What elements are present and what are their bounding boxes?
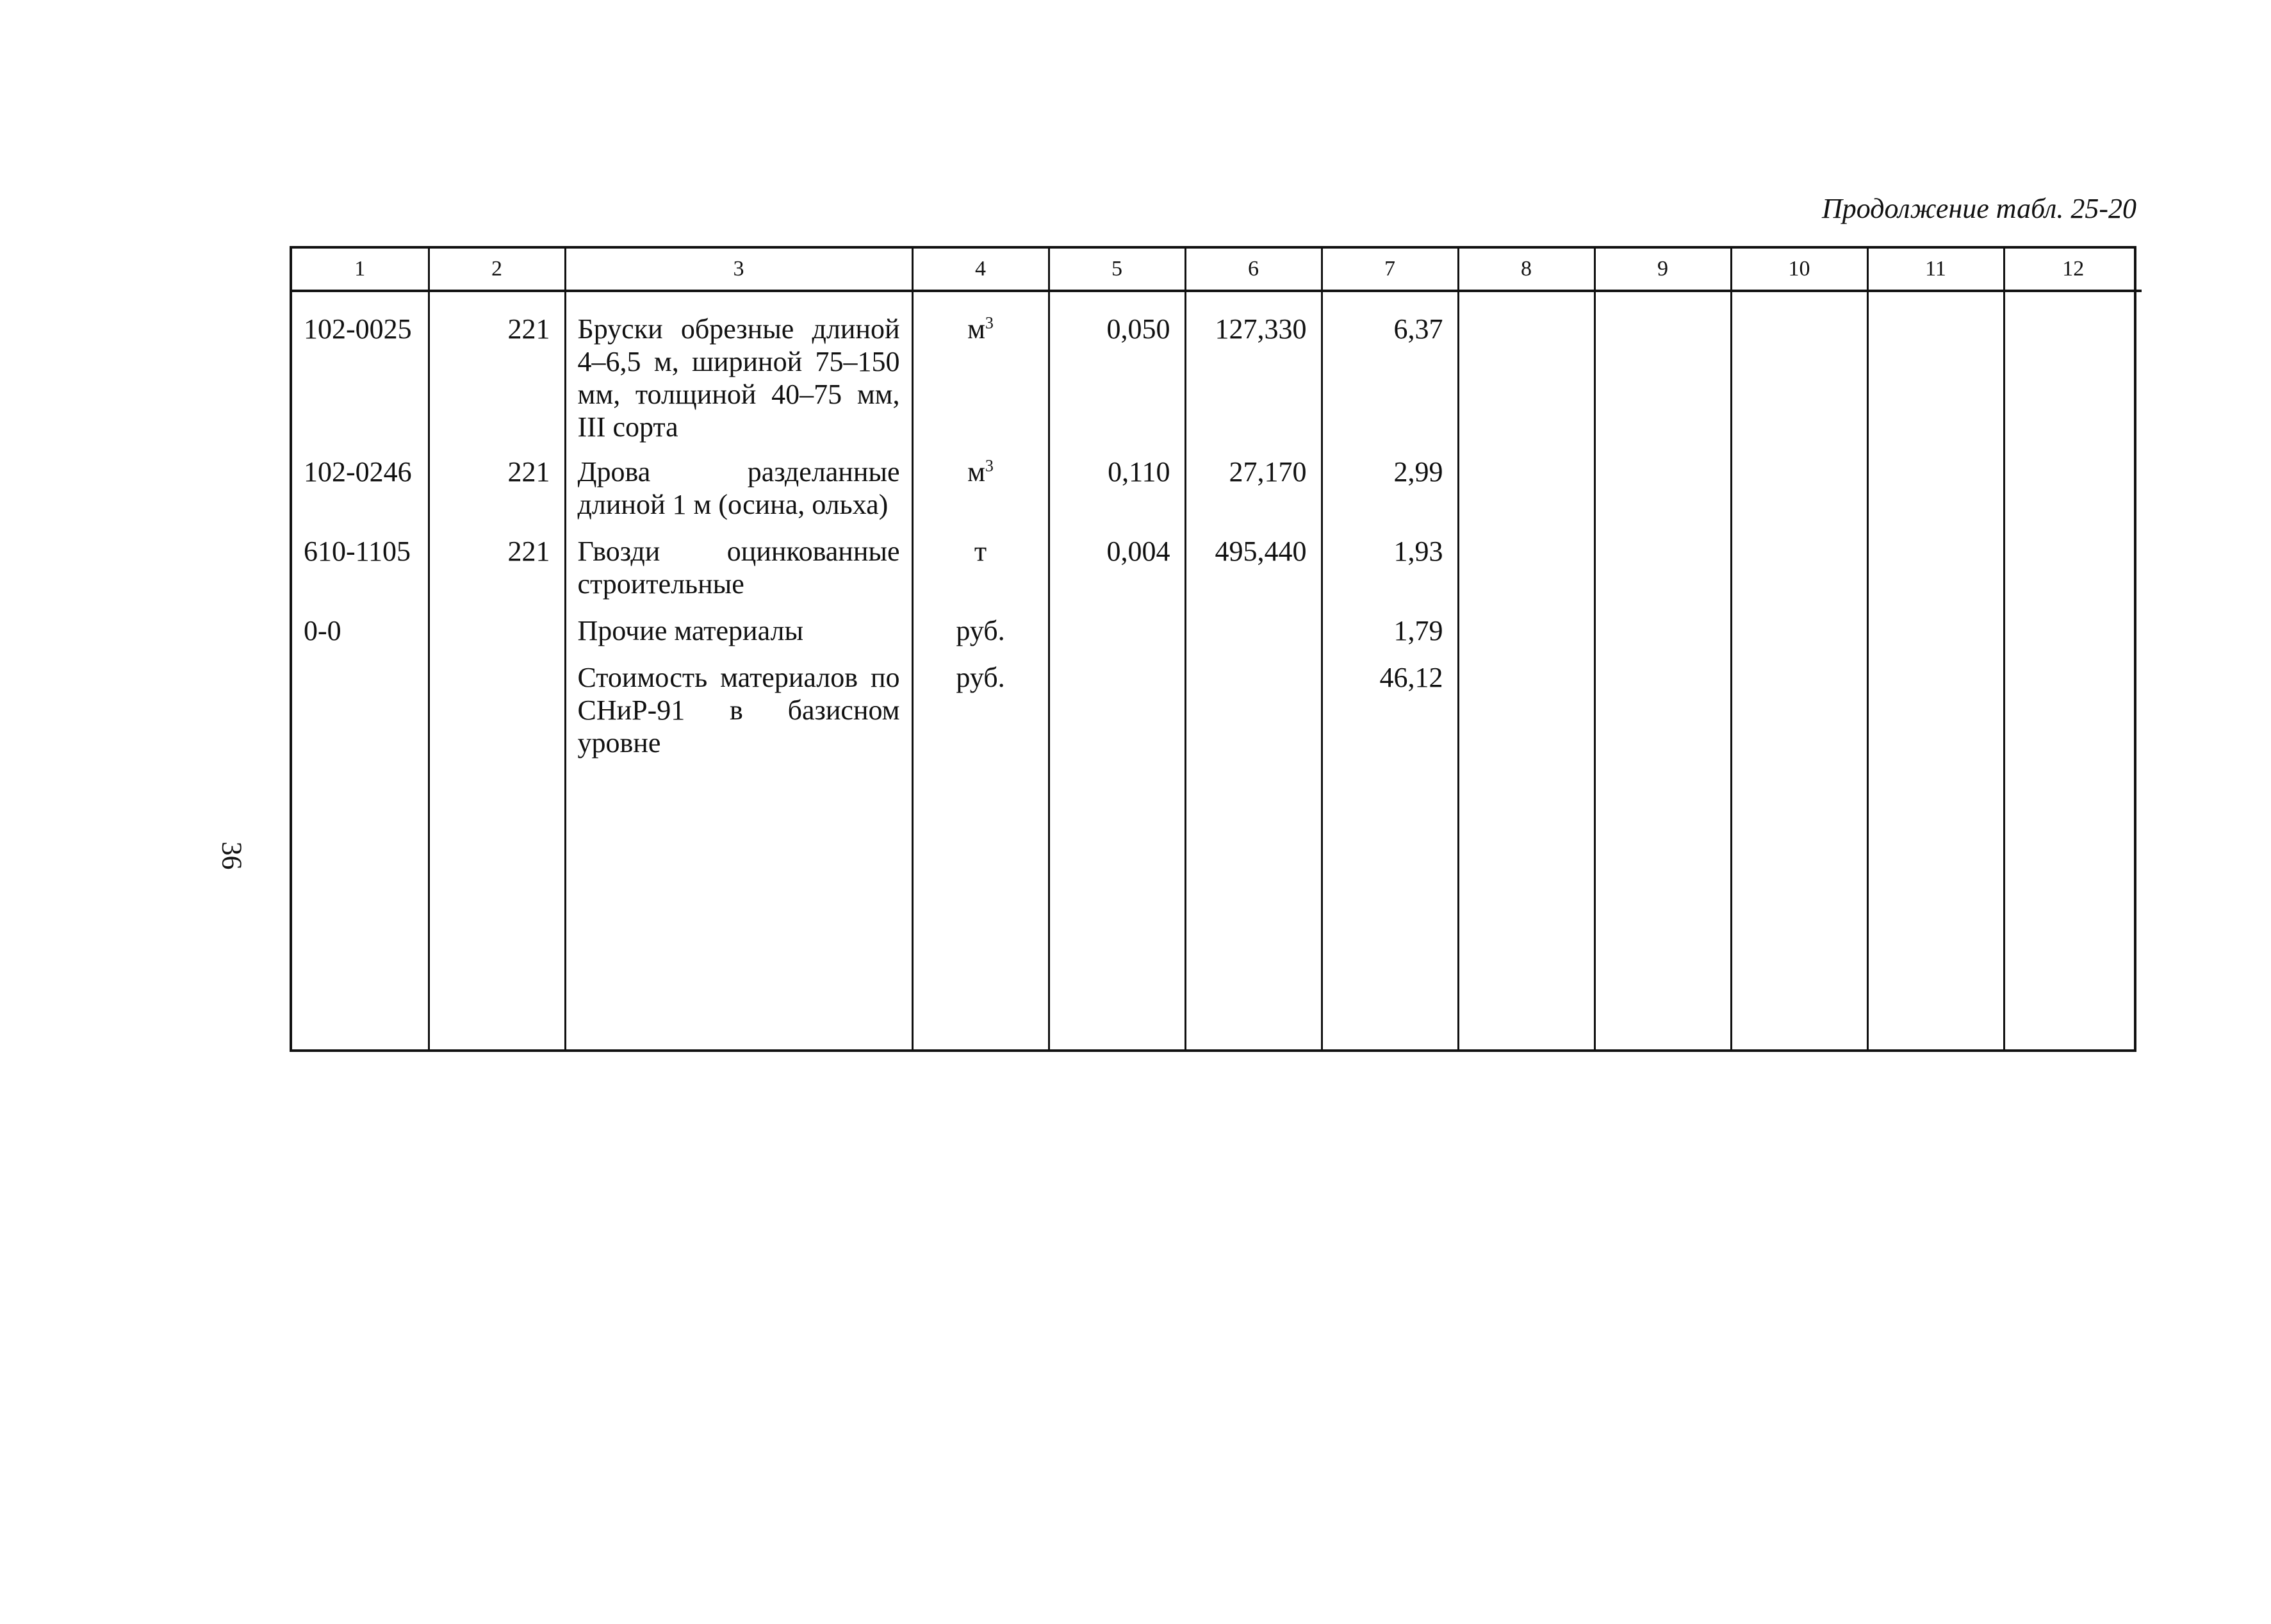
column-name xyxy=(565,291,912,1049)
table-cell-col2: 221 xyxy=(507,456,550,488)
column-unit xyxy=(912,291,1049,1049)
table-cell-unit xyxy=(914,292,1048,435)
column-10 xyxy=(1731,291,1867,1049)
table-cell-unit xyxy=(914,514,1048,594)
table-cell-quantity xyxy=(1050,594,1185,641)
unit-text: руб. xyxy=(956,662,1005,693)
table-cell-price xyxy=(1186,641,1321,769)
table-cell-code: 610-1105 xyxy=(304,536,411,567)
column-header-10: 10 xyxy=(1731,249,1867,291)
table-cell-unit xyxy=(914,435,1048,514)
table-cell-col2: 221 xyxy=(507,313,550,345)
column-quantity xyxy=(1049,291,1185,1049)
materials-table xyxy=(290,246,2136,1052)
column-11 xyxy=(1867,291,2004,1049)
unit-text: т xyxy=(974,536,987,567)
column-header-3: 3 xyxy=(565,249,912,291)
table-cell-name: Гвозди оцинкованные строительные xyxy=(577,536,900,600)
column-8 xyxy=(1458,291,1595,1049)
table-cell-unit xyxy=(914,594,1048,646)
table-cell-price: 127,330 xyxy=(1215,313,1307,345)
table-cell-name: Бруски обрезные длиной 4–6,5 м, шириной 75–150 мм, толщиной 40–75 мм, III сорта xyxy=(577,313,900,443)
column-header-7: 7 xyxy=(1322,249,1458,291)
table-cell-code: 0-0 xyxy=(304,615,341,646)
column-12 xyxy=(2004,291,2142,1049)
table-cell-name: Прочие материалы xyxy=(577,615,804,646)
unit-text: м xyxy=(967,456,985,488)
column-header-1: 1 xyxy=(292,249,429,291)
column-header-6: 6 xyxy=(1185,249,1322,291)
column-header-2: 2 xyxy=(429,249,565,291)
table-cell-code: 102-0025 xyxy=(304,313,412,345)
table-cell-col2: 221 xyxy=(507,536,550,567)
table-cell-quantity xyxy=(1050,641,1185,769)
table-cell-name: Дрова разделанные длиной 1 м (осина, ольха) xyxy=(577,456,900,520)
unit-superscript: 3 xyxy=(985,456,994,475)
column-9 xyxy=(1595,291,1731,1049)
table-cell-price xyxy=(1186,594,1321,641)
column-code xyxy=(292,291,429,1049)
column-header-8: 8 xyxy=(1458,249,1595,291)
table-cell-price: 27,170 xyxy=(1229,456,1307,488)
column-header-12: 12 xyxy=(2004,249,2142,291)
column-header-9: 9 xyxy=(1595,249,1731,291)
column-2 xyxy=(429,291,565,1049)
table-body xyxy=(292,291,2142,1049)
table-cell-col2 xyxy=(430,594,564,641)
table-cell-quantity: 0,004 xyxy=(1106,536,1170,567)
table-cell-total: 1,93 xyxy=(1393,536,1443,567)
header-row xyxy=(292,249,2142,291)
page-number: 36 xyxy=(216,841,248,870)
column-header-4: 4 xyxy=(912,249,1049,291)
column-header-5: 5 xyxy=(1049,249,1185,291)
column-header-11: 11 xyxy=(1867,249,2004,291)
table-cell-code xyxy=(292,641,428,769)
unit-text: м xyxy=(967,313,985,345)
unit-text: руб. xyxy=(956,615,1005,646)
table-caption: Продолжение табл. 25-20 xyxy=(1822,193,2136,224)
table-cell-total: 1,79 xyxy=(1393,615,1443,646)
table-cell-code: 102-0246 xyxy=(304,456,412,488)
table-cell-col2 xyxy=(430,641,564,769)
table-cell-total: 2,99 xyxy=(1393,456,1443,488)
table-cell-total: 46,12 xyxy=(1379,662,1443,693)
table-cell-quantity: 0,050 xyxy=(1106,313,1170,345)
table-cell-unit xyxy=(914,641,1048,769)
table-cell-price: 495,440 xyxy=(1215,536,1307,567)
table-cell-total: 6,37 xyxy=(1393,313,1443,345)
column-total xyxy=(1322,291,1458,1049)
column-price xyxy=(1185,291,1322,1049)
unit-superscript: 3 xyxy=(985,313,994,332)
materials-grid xyxy=(292,249,2142,1049)
table-cell-quantity: 0,110 xyxy=(1108,456,1170,488)
table-cell-name: Стоимость материалов по СНиР-91 в базисном уровне xyxy=(577,662,900,759)
